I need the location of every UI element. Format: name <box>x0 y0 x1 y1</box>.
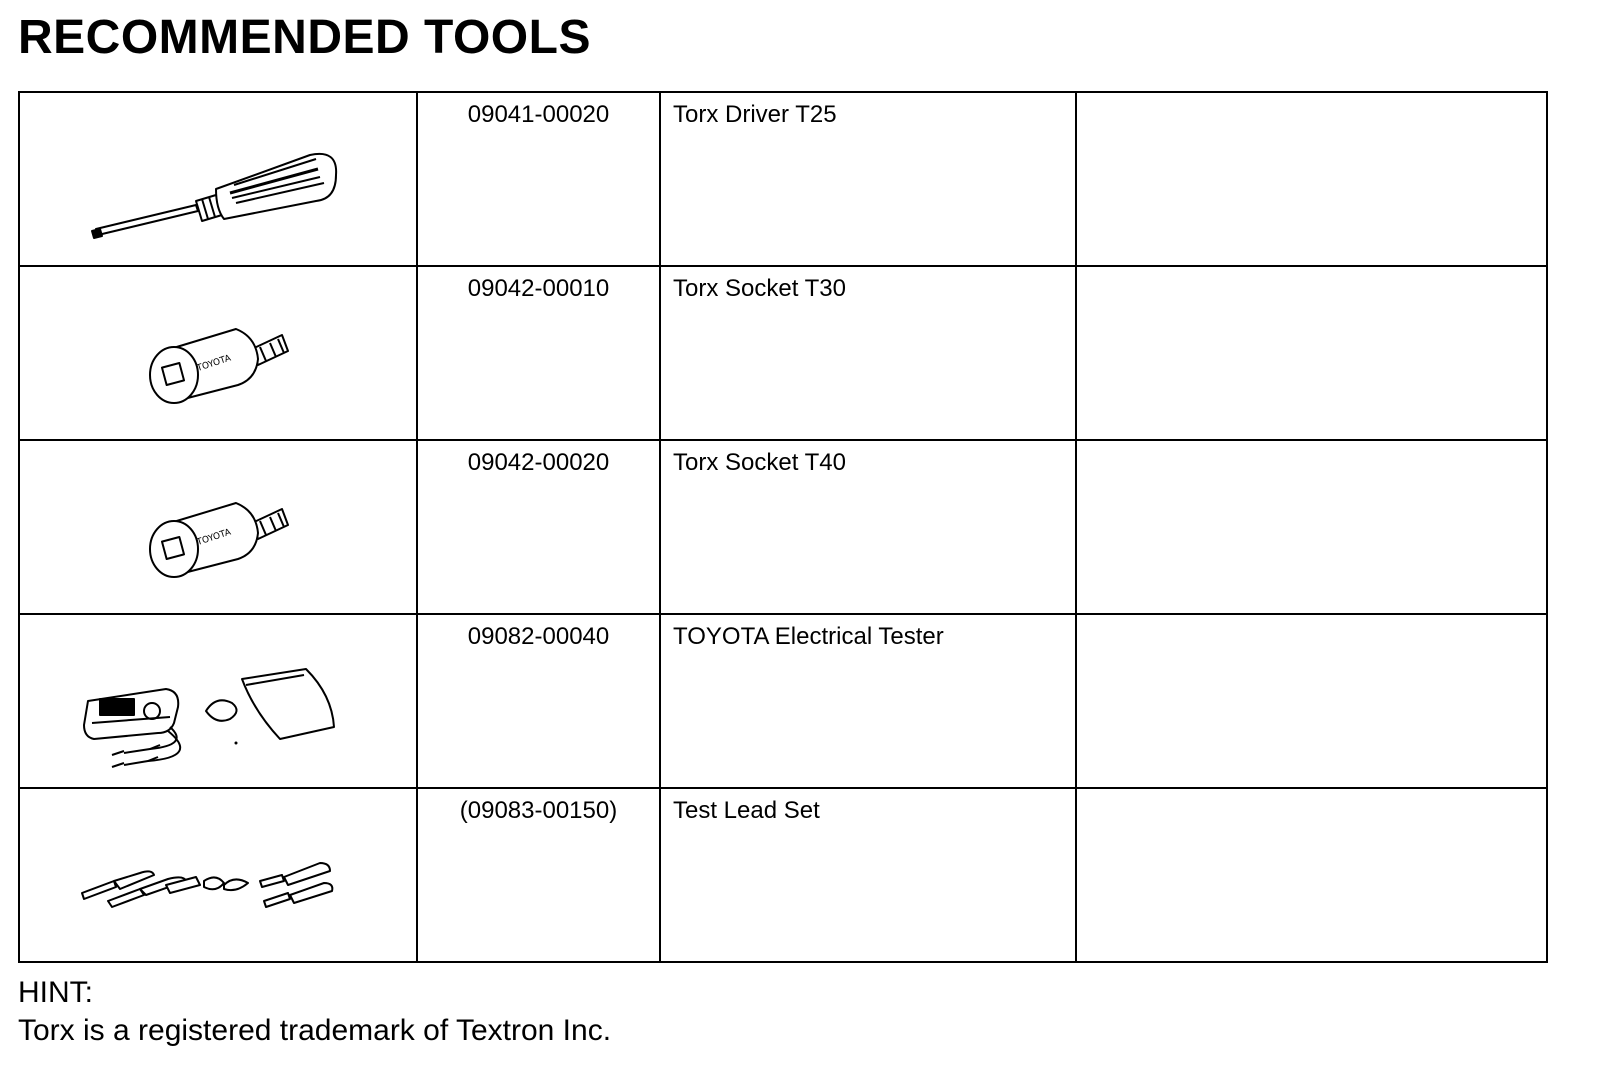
hint-label: HINT: <box>18 976 93 1009</box>
tools-table <box>18 91 1548 963</box>
table-row <box>19 266 1547 440</box>
part-number: 09041-00020 <box>467 101 610 128</box>
torx-socket-icon <box>20 441 416 613</box>
tool-name: Torx Socket T40 <box>673 449 846 476</box>
table-row <box>19 92 1547 266</box>
table-row <box>19 614 1547 788</box>
tool-image-cell <box>19 614 417 788</box>
note-cell <box>1076 266 1547 440</box>
svg-text:TOYOTA: TOYOTA <box>195 353 233 374</box>
tool-name-cell <box>660 92 1076 266</box>
note-cell <box>1076 92 1547 266</box>
part-number-cell <box>417 440 660 614</box>
tool-name: TOYOTA Electrical Tester <box>673 623 944 650</box>
tool-name: Torx Socket T30 <box>673 275 846 302</box>
tool-name-cell <box>660 614 1076 788</box>
page-title: RECOMMENDED TOOLS <box>18 11 591 64</box>
part-number-cell <box>417 266 660 440</box>
torx-driver-icon <box>20 93 416 265</box>
tool-image-cell <box>19 266 417 440</box>
note-cell <box>1076 788 1547 962</box>
hint-text: Torx is a registered trademark of Textron Inc. <box>18 1014 612 1047</box>
table-row <box>19 788 1547 962</box>
tool-name: Torx Driver T25 <box>673 101 837 128</box>
svg-text:TOYOTA: TOYOTA <box>195 527 233 548</box>
tool-image-cell <box>19 92 417 266</box>
note-cell <box>1076 614 1547 788</box>
part-number-cell <box>417 92 660 266</box>
note-cell <box>1076 440 1547 614</box>
part-number: 09082-00040 <box>467 623 610 650</box>
electrical-tester-icon <box>20 615 416 787</box>
part-number-cell <box>417 788 660 962</box>
tool-name: Test Lead Set <box>673 797 820 824</box>
part-number-cell <box>417 614 660 788</box>
tool-name-cell <box>660 788 1076 962</box>
part-number: (09083-00150) <box>459 797 618 824</box>
torx-socket-icon <box>20 267 416 439</box>
test-lead-set-icon <box>20 789 416 961</box>
part-number: 09042-00020 <box>467 449 610 476</box>
tool-image-cell <box>19 440 417 614</box>
tool-name-cell <box>660 266 1076 440</box>
tool-name-cell <box>660 440 1076 614</box>
tool-image-cell <box>19 788 417 962</box>
part-number: 09042-00010 <box>467 275 610 302</box>
table-row <box>19 440 1547 614</box>
